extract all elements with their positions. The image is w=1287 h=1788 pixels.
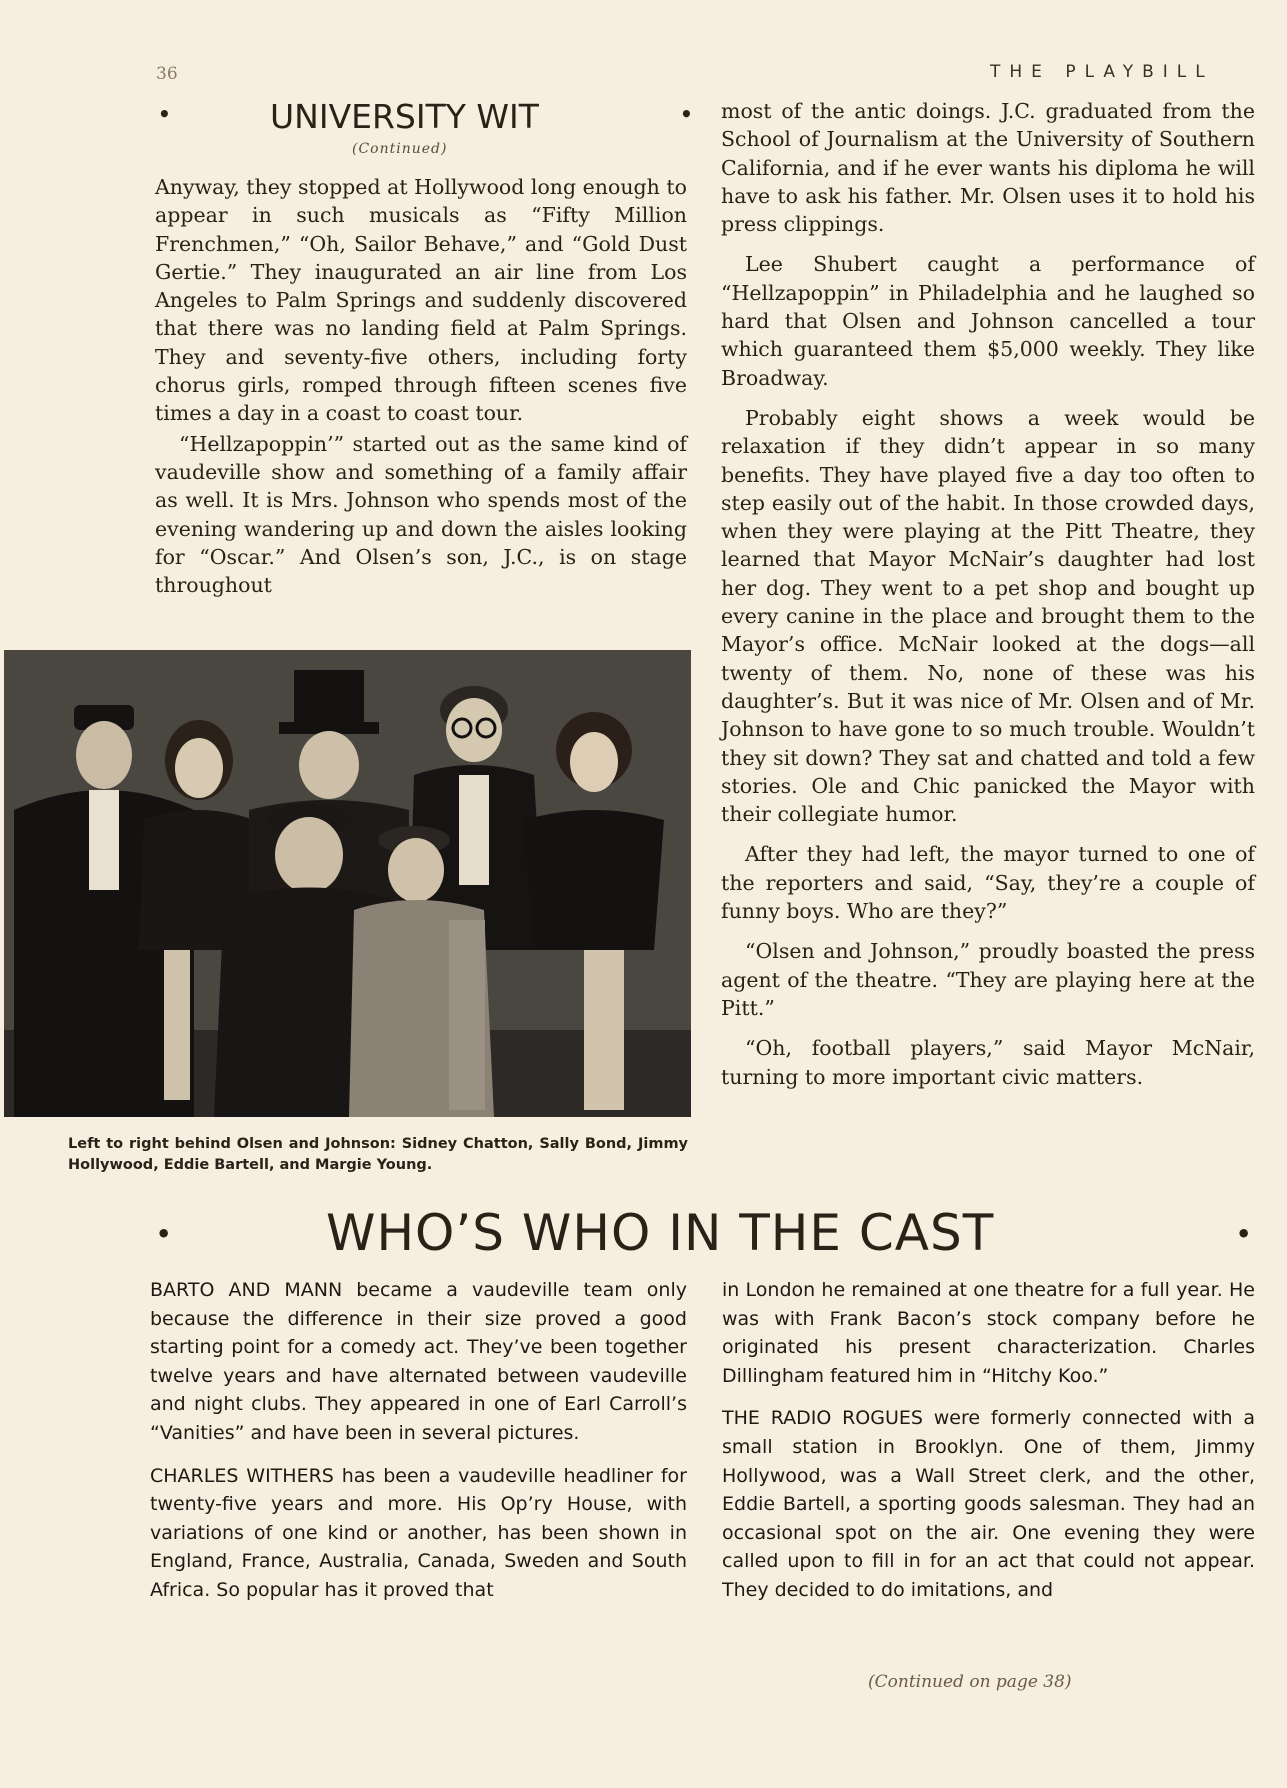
paragraph: “Hellzapoppin’” started out as the same kind of vaudeville show and something of a family affair as well. It is Mrs. Johnson who spends most of the evening wandering up and down the aisles looking for “Oscar.” And Olsen’s son, J.C., is on stage throughout	[155, 431, 687, 598]
page-number: 36	[156, 64, 178, 84]
photo-caption: Left to right behind Olsen and Johnson: Sidney Chatton, Sally Bond, Jimmy Hollywood, Eddie Bartell, and Margie Young.	[68, 1136, 688, 1173]
paragraph: in London he remained at one theatre for a full year. He was with Frank Bacon’s stock company before he originated his present characterization. Charles Dillingham featured him in “Hitchy Koo.”	[722, 1279, 1255, 1387]
paragraph: “Olsen and Johnson,” proudly boasted the press agent of the theatre. “They are playing here at the Pitt.”	[721, 939, 1255, 1020]
cast-photo	[4, 650, 691, 1117]
paragraph: THE RADIO ROGUES were formerly connected with a small station in Brooklyn. One of them, Jimmy Hollywood, was a Wall Street clerk, and the other, Eddie Bartell, a sporting goods salesman. They had an occasional spot on the air. One evening they were called upon to fill in for an act that could not appear. They decided to do imitations, and	[722, 1407, 1255, 1601]
cast-photo-image	[4, 650, 691, 1117]
continued-tag: (Continued)	[352, 141, 448, 157]
running-title: THE PLAYBILL	[990, 62, 1214, 82]
paragraph: BARTO AND MANN became a vaudeville team only because the difference in their size proved a good starting point for a comedy act. They’ve been together twelve years and have alternated between vaudeville and night clubs. They appeared in one of Earl Carroll’s “Vanities” and have been in several pictures.	[150, 1279, 687, 1444]
paragraph: Anyway, they stopped at Hollywood long enough to appear in such musicals as “Fifty Million Frenchmen,” “Oh, Sailor Behave,” and “Gold Dust Gertie.” They inaugurated an air line from Los Angeles to Palm Springs and suddenly discovered that there was no landing field at Palm Springs. They and seventy-five others, including forty chorus girls, romped through fifteen scenes five times a day in a coast to coast tour.	[155, 175, 687, 426]
paragraph: CHARLES WITHERS has been a vaudeville headliner for twenty-five years and more. His Op’ry House, with variations of one kind or another, has been shown in England, France, Australia, Canada, Sweden and South Africa. So popular has it proved that	[150, 1464, 687, 1601]
heading-bullet-left: •	[158, 102, 171, 126]
paragraph: Probably eight shows a week would be relaxation if they didn’t appear in so many benefits. They have played five a day too often to step easily out of the habit. In those crowded days, when they were playing at the Pitt Theatre, they learned that Mayor McNair’s daughter had lost her dog. They went to a pet shop and bought up every canine in the place and brought them to the Mayor’s office. McNair looked at the dogs—all twenty of them. No, none of these was his daughter’s. But it was nice of Mr. Olsen and of Mr. Johnson to have gone to so much trouble. Wouldn’t they sit down? They sat and chatted and told a few stories. Ole and Chic panicked the Mayor with their collegiate humor.	[721, 405, 1255, 827]
article1-left-column	[155, 173, 687, 599]
article1-right-column	[721, 97, 1255, 1091]
article-title-university-wit: UNIVERSITY WIT	[270, 97, 539, 136]
heading-bullet-left: •	[156, 1220, 172, 1248]
article2-right-column	[722, 1276, 1255, 1605]
paragraph: “Oh, football players,” said Mayor McNair, turning to more important civic matters.	[721, 1036, 1255, 1089]
heading-bullet-right: •	[680, 102, 693, 126]
heading-bullet-right: •	[1236, 1220, 1252, 1248]
article-title-whos-who: WHO’S WHO IN THE CAST	[326, 1204, 995, 1262]
article2-left-column	[150, 1276, 687, 1605]
continued-on-page-note: (Continued on page 38)	[868, 1672, 1072, 1692]
paragraph: After they had left, the mayor turned to one of the reporters and said, “Say, they’re a couple of funny boys. Who are they?”	[721, 842, 1255, 924]
paragraph: Lee Shubert caught a performance of “Hellzapoppin” in Philadelphia and he laughed so hard that Olsen and Johnson cancelled a tour which guaranteed them $5,000 weekly. They like Broadway.	[721, 252, 1255, 390]
paragraph: most of the antic doings. J.C. graduated from the School of Journalism at the University of Southern California, and if he ever wants his diploma he will have to ask his father. Mr. Olsen uses it to hold his press clippings.	[721, 99, 1255, 237]
